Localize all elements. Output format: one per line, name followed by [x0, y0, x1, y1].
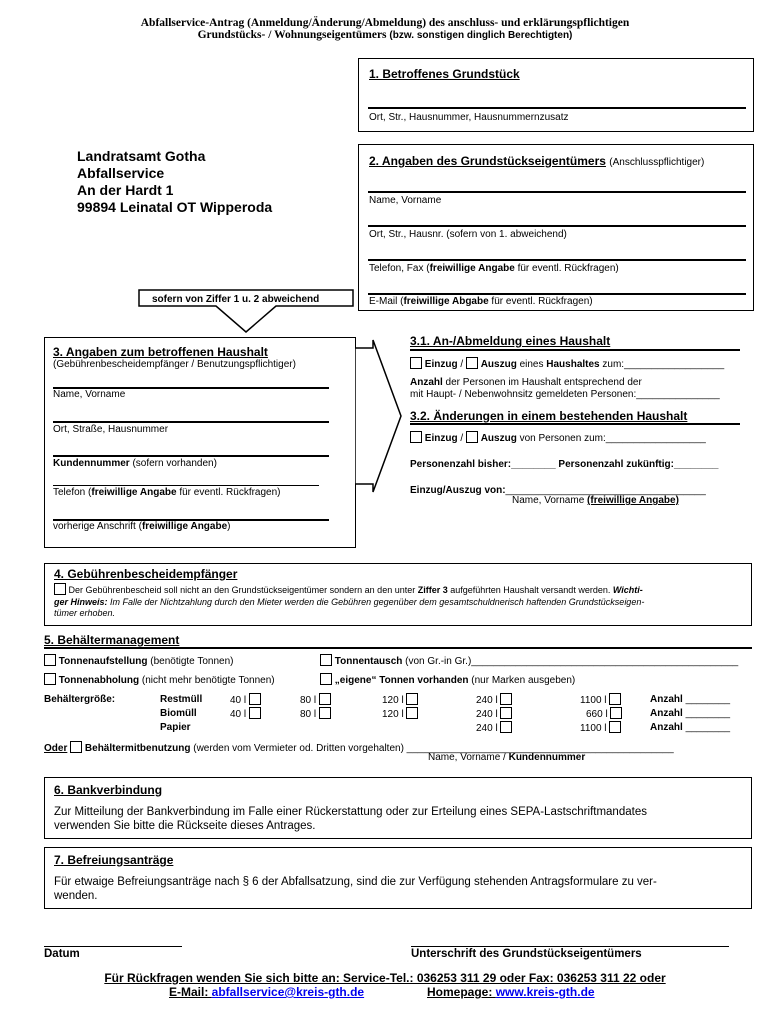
- section6-text1: Zur Mitteilung der Bankverbindung im Falle einer Rückerstattung oder zur Erteilung eines SEPA-Lastschriftmandates: [54, 806, 647, 818]
- section3-title: 3. Angaben zum betroffenen Haushalt: [53, 345, 268, 359]
- section4-t1: Der Gebührenbescheid soll nicht an den Grundstückseigentümer sondern an den unter: [66, 585, 418, 595]
- date-label: Datum: [44, 948, 80, 960]
- owner-phone-label: [369, 263, 619, 274]
- section4-t1c: aufgeführten Haushalt versandt werden.: [447, 585, 613, 595]
- person-count-after-field[interactable]: Personenzahl zukünftig:________: [558, 459, 719, 470]
- title-line2-small: (bzw. sonstigen dinglich Berechtigten): [389, 30, 573, 41]
- form-title: [0, 17, 770, 41]
- household-phone-line[interactable]: [53, 485, 319, 486]
- change-einzug-label: Einzug: [424, 433, 458, 444]
- zum-date-field[interactable]: zum:__________________: [599, 359, 725, 370]
- anzahl-label: Anzahl: [410, 377, 443, 388]
- owner-phone-label-b: freiwillige Angabe: [429, 263, 515, 274]
- abholung-row: [44, 673, 275, 686]
- rest-120-label: 120 l: [382, 695, 404, 706]
- move-person-sub-a: Name, Vorname: [512, 495, 588, 506]
- address-line3: An der Hardt 1: [77, 182, 174, 198]
- auszug-checkbox[interactable]: [466, 357, 478, 369]
- bio-40-checkbox[interactable]: [249, 707, 261, 719]
- tonnenabholung-label: Tonnenabholung: [58, 675, 140, 686]
- recipient-address: [77, 148, 272, 216]
- mitbenutzung-sub-b: Kundennummer: [508, 752, 586, 763]
- previous-address-label: [53, 521, 230, 532]
- section31-rule: [410, 349, 740, 351]
- aufstellung-row: [44, 654, 233, 667]
- auszug-label: Auszug: [480, 359, 517, 370]
- household-phone-label-c: für eventl. Rückfragen): [176, 487, 281, 498]
- slash-1: /: [457, 359, 466, 370]
- owner-email-label: [369, 296, 593, 307]
- household-address-line[interactable]: [53, 421, 329, 423]
- section2-title-main: 2. Angaben des Grundstückseigentümers: [369, 154, 606, 168]
- section2-title: [369, 154, 704, 168]
- bio-80-checkbox[interactable]: [319, 707, 331, 719]
- section4-t1d: Wichti-: [612, 585, 643, 595]
- bio-anzahl: [650, 708, 730, 719]
- section7-text: [54, 875, 746, 903]
- household-phone-label-a: Telefon (: [53, 487, 92, 498]
- person-count-change-row: [410, 459, 718, 470]
- title-line2-main: Grundstücks- / Wohnungseigentümers: [197, 29, 387, 41]
- household-phone-label: [53, 487, 281, 498]
- date-line[interactable]: [44, 946, 182, 947]
- address-line4: 99894 Leinatal OT Wipperoda: [77, 199, 273, 215]
- tonnenaufstellung-note: (benötigte Tonnen): [147, 656, 234, 667]
- tausch-row: [320, 654, 738, 667]
- section4-line3: [54, 608, 746, 620]
- bio-120-checkbox[interactable]: [406, 707, 418, 719]
- previous-address-label-b: freiwillige Angabe: [141, 521, 228, 532]
- section1-field-label: Ort, Str., Hausnummer, Hausnummernzusatz: [369, 112, 569, 123]
- section4-box: [44, 563, 752, 626]
- title-line2: [0, 29, 770, 41]
- tonnentausch-field[interactable]: (von Gr.-in Gr.)________________________________________________: [402, 656, 739, 667]
- section4-t1b: Ziffer 3: [417, 585, 448, 595]
- restmuell-label: Restmüll: [160, 694, 203, 705]
- section1-input-line[interactable]: [368, 107, 746, 109]
- email-label: E-Mail:: [169, 985, 212, 999]
- papier-1100-checkbox[interactable]: [609, 721, 621, 733]
- papier-anzahl-field[interactable]: ________: [685, 722, 731, 733]
- change-auszug-checkbox[interactable]: [466, 431, 478, 443]
- address-line1: Landratsamt Gotha: [77, 148, 206, 164]
- slash-2: /: [457, 433, 466, 444]
- papier-anzahl-label: Anzahl: [650, 722, 683, 733]
- bio-240: [476, 707, 512, 720]
- section7-text2: wenden.: [54, 890, 98, 902]
- mitbenutzung-field[interactable]: (werden vom Vermieter od. Dritten vorgehalten) ________________________________________________: [190, 743, 674, 754]
- section31-einzug-row: [410, 357, 724, 370]
- owner-address-line[interactable]: [368, 225, 746, 227]
- section6-text: [54, 805, 746, 833]
- rest-1100-checkbox[interactable]: [609, 693, 621, 705]
- customer-number-label-b: Kundennummer: [53, 458, 130, 469]
- household-address-label: Ort, Straße, Hausnummer: [53, 424, 169, 435]
- section4-text: [54, 583, 746, 620]
- section4-title: 4. Gebührenbescheidempfänger: [54, 567, 238, 581]
- mitbenutzung-sub-a: Name, Vorname /: [428, 752, 509, 763]
- rest-120-checkbox[interactable]: [406, 693, 418, 705]
- footer-homepage: [427, 985, 595, 999]
- section32-rule: [410, 423, 740, 425]
- rest-240-checkbox[interactable]: [500, 693, 512, 705]
- person-count-before-field[interactable]: Personenzahl bisher:________: [410, 459, 556, 470]
- owner-phone-label-a: Telefon, Fax (: [369, 263, 430, 274]
- rest-80-checkbox[interactable]: [319, 693, 331, 705]
- einzug-checkbox[interactable]: [410, 357, 422, 369]
- section7-text1: Für etwaige Befreiungsanträge nach § 6 der Abfallsatzung, sind die zur Verfügung stehenden Antragsformulare zu ver-: [54, 876, 657, 888]
- bio-120-label: 120 l: [382, 709, 404, 720]
- bio-anzahl-label: Anzahl: [650, 708, 683, 719]
- homepage-link[interactable]: www.kreis-gth.de: [495, 985, 595, 999]
- section6-title: 6. Bankverbindung: [54, 783, 163, 797]
- household-phone-label-b: freiwillige Angabe: [91, 487, 177, 498]
- previous-address-label-c: ): [227, 521, 231, 532]
- bio-660-checkbox[interactable]: [610, 707, 622, 719]
- rest-80-label: 80 l: [300, 695, 317, 706]
- owner-phone-line[interactable]: [368, 259, 746, 261]
- section5-title: 5. Behältermanagement: [44, 633, 180, 647]
- tonnentausch-checkbox[interactable]: [320, 654, 332, 666]
- section4-t3: tümer erhoben.: [54, 608, 116, 618]
- footer-email: [169, 985, 364, 999]
- section32-title: 3.2. Änderungen in einem bestehenden Haushalt: [410, 409, 688, 423]
- rest-240: [476, 693, 512, 706]
- signature-line[interactable]: [411, 946, 729, 947]
- mitbenutzung-sub: [428, 752, 585, 763]
- customer-number-label-c: (sofern vorhanden): [129, 458, 217, 469]
- email-link[interactable]: abfallservice@kreis-gth.de: [211, 985, 365, 999]
- papier-label: Papier: [160, 722, 191, 733]
- owner-email-label-b: freiwillige Abgabe: [403, 296, 489, 307]
- section4-t2c: Im Falle der Nichtzahlung durch den Mieter werden die Gebühren gegenüber dem gesamtschuldnerisch haftenden Grundstückseigen-: [107, 596, 645, 607]
- signature-label: Unterschrift des Grundstückseigentümers: [411, 948, 642, 960]
- customer-number-line[interactable]: [53, 455, 329, 457]
- right-arrow-icon: [355, 338, 405, 498]
- papier-240-checkbox[interactable]: [500, 721, 512, 733]
- homepage-label: Homepage:: [427, 985, 496, 999]
- title-line1: Abfallservice-Antrag (Anmeldung/Änderung/Abmeldung) des anschluss- und erklärungspflichtigen: [140, 17, 630, 29]
- section4-line2: [54, 597, 746, 609]
- move-person-label: Einzug/Auszug von:: [410, 485, 506, 496]
- move-person-sub-b: (freiwillige Angabe): [587, 495, 679, 506]
- household-name-label: Name, Vorname: [53, 389, 126, 400]
- rest-80: [300, 693, 331, 706]
- eigene-tonnen-checkbox[interactable]: [320, 673, 332, 685]
- customer-number-label: [53, 458, 217, 469]
- bio-40-label: 40 l: [230, 709, 247, 720]
- arrow-label: sofern von Ziffer 1 u. 2 abweichend: [152, 294, 320, 305]
- bio-660: [586, 707, 622, 720]
- owner-email-label-c: für eventl. Rückfragen): [488, 296, 593, 307]
- person-count-line1: [410, 377, 720, 389]
- owner-name-label: Name, Vorname: [369, 195, 442, 206]
- move-person-sub: [512, 495, 679, 506]
- container-size-label: Behältergröße:: [44, 694, 116, 705]
- tonnentausch-label: Tonnentausch: [334, 656, 403, 667]
- papier-240: [476, 721, 512, 734]
- bio-80-label: 80 l: [300, 709, 317, 720]
- oder-label: Oder: [44, 743, 68, 754]
- mitbenutzung-checkbox[interactable]: [70, 741, 82, 753]
- person-count-text: [410, 377, 720, 401]
- rest-120: [382, 693, 418, 706]
- section2-title-small: (Anschlusspflichtiger): [609, 157, 705, 168]
- bio-660-label: 660 l: [586, 709, 608, 720]
- papier-anzahl: [650, 722, 730, 733]
- eigene-tonnen-note: (nur Marken ausgeben): [468, 675, 576, 686]
- papier-1100: [580, 721, 621, 734]
- section7-box: [44, 847, 752, 909]
- owner-email-line[interactable]: [368, 293, 746, 295]
- owner-address-label: Ort, Str., Hausnr. (sofern von 1. abweichend): [369, 229, 567, 240]
- owner-name-line[interactable]: [368, 191, 746, 193]
- anzahl-rest: der Personen im Haushalt entsprechend der: [442, 377, 642, 388]
- mitbenutzung-label: Behältermitbenutzung: [84, 743, 191, 754]
- section5-rule: [44, 647, 752, 649]
- footer-contact: Für Rückfragen wenden Sie sich bitte an: Service-Tel.: 036253 311 29 oder Fax: 036253 311 22 oder: [104, 971, 666, 985]
- section7-title: 7. Befreiungsanträge: [54, 853, 174, 867]
- rest-40: [230, 693, 261, 706]
- person-count-field[interactable]: mit Haupt- / Nebenwohnsitz gemeldeten Personen:_______________: [410, 389, 720, 400]
- section1-box: [358, 58, 754, 132]
- einzug-label: Einzug: [424, 359, 458, 370]
- section3-subtitle: (Gebührenbescheidempfänger / Benutzungspflichtiger): [53, 359, 296, 370]
- bio-240-checkbox[interactable]: [500, 707, 512, 719]
- rest-anzahl: [650, 694, 730, 705]
- change-einzug-checkbox[interactable]: [410, 431, 422, 443]
- eigene-row: [320, 673, 575, 686]
- section6-text2: verwenden Sie bitte die Rückseite dieses Antrages.: [54, 820, 316, 832]
- section4-t2b: ger Hinweis:: [54, 596, 108, 607]
- change-auszug-label: Auszug: [480, 433, 517, 444]
- bio-80: [300, 707, 331, 720]
- section1-title: 1. Betroffenes Grundstück: [369, 67, 520, 81]
- tonnenabholung-note: (nicht mehr benötigte Tonnen): [139, 675, 275, 686]
- bio-40: [230, 707, 261, 720]
- eigene-tonnen-label: „eigene“ Tonnen vorhanden: [334, 675, 469, 686]
- rest-40-label: 40 l: [230, 695, 247, 706]
- previous-address-label-a: vorherige Anschrift (: [53, 521, 142, 532]
- rest-40-checkbox[interactable]: [249, 693, 261, 705]
- section3-box: [44, 337, 356, 548]
- rest-1100: [580, 693, 621, 706]
- tonnenaufstellung-checkbox[interactable]: [44, 654, 56, 666]
- biomuell-label: Biomüll: [160, 708, 197, 719]
- section6-box: [44, 777, 752, 839]
- section4-line1: [54, 583, 746, 597]
- section2-box: [358, 144, 754, 311]
- rest-1100-label: 1100 l: [580, 695, 607, 706]
- rest-anzahl-field[interactable]: ________: [685, 694, 731, 705]
- papier-240-label: 240 l: [476, 723, 498, 734]
- eines-label: eines: [516, 359, 547, 370]
- haushaltes-label: Haushaltes: [546, 359, 600, 370]
- change-date-field[interactable]: von Personen zum:__________________: [516, 433, 706, 444]
- tonnenabholung-checkbox[interactable]: [44, 673, 56, 685]
- move-person-field[interactable]: ____________________________________: [505, 485, 706, 496]
- rest-anzahl-label: Anzahl: [650, 694, 683, 705]
- section32-einzug-row: [410, 431, 706, 444]
- owner-phone-label-c: für eventl. Rückfragen): [514, 263, 619, 274]
- fee-recipient-checkbox[interactable]: [54, 583, 66, 595]
- papier-1100-label: 1100 l: [580, 723, 607, 734]
- section31-title: 3.1. An-/Abmeldung eines Haushalt: [410, 334, 611, 348]
- bio-240-label: 240 l: [476, 709, 498, 720]
- tonnenaufstellung-label: Tonnenaufstellung: [58, 656, 148, 667]
- bio-120: [382, 707, 418, 720]
- owner-email-label-a: E-Mail (: [369, 296, 404, 307]
- rest-240-label: 240 l: [476, 695, 498, 706]
- bio-anzahl-field[interactable]: ________: [685, 708, 731, 719]
- address-line2: Abfallservice: [77, 165, 165, 181]
